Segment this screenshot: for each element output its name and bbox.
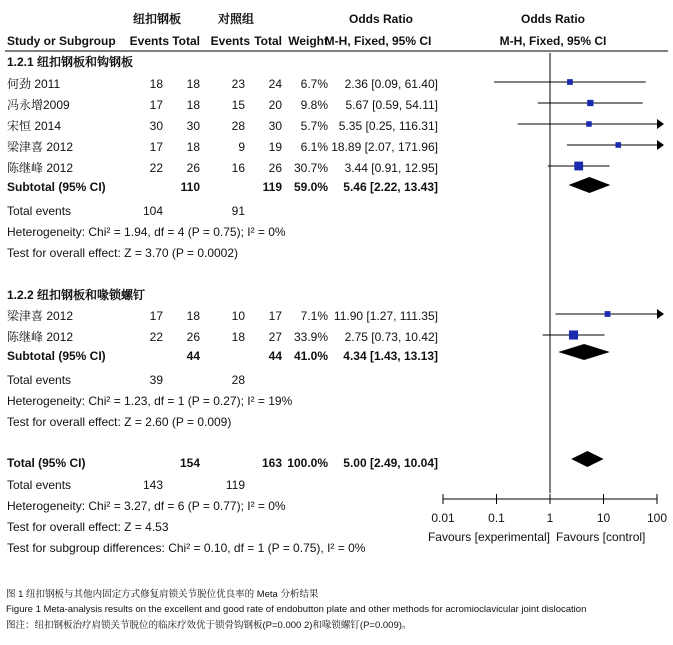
total-events-exp: 104 — [142, 204, 163, 218]
subtotal-weight: 41.0% — [293, 349, 328, 363]
total-events-ctl: 28 — [231, 373, 245, 387]
events-ctl: 10 — [231, 309, 245, 323]
x-tick-label: 10 — [596, 511, 611, 525]
x-tick-label: 0.1 — [488, 511, 505, 525]
total-ctl: 20 — [268, 98, 282, 112]
overall-effect: Test for overall effect: Z = 3.70 (P = 0.0002) — [7, 246, 239, 260]
events-ctl: 23 — [231, 77, 245, 91]
group2-header: 对照组 — [217, 12, 255, 26]
study-weight: 6.7% — [300, 77, 328, 91]
events-exp: 17 — [149, 98, 163, 112]
group1-header: 纽扣钢板 — [132, 12, 182, 26]
total-ctl: 26 — [268, 161, 282, 175]
col-events1: Events — [129, 34, 169, 48]
subtotal-diamond — [569, 177, 611, 193]
study-name: 梁津喜 2012 — [7, 309, 74, 323]
study-weight: 9.8% — [300, 98, 328, 112]
col-study: Study or Subgroup — [7, 34, 116, 48]
favours-right: Favours [control] — [556, 530, 646, 544]
events-ctl: 9 — [238, 140, 245, 154]
total-exp: 18 — [186, 140, 200, 154]
overall-effect: Test for overall effect: Z = 4.53 — [7, 520, 169, 534]
total-ctl: 30 — [268, 119, 282, 133]
total-events-label: Total events — [7, 373, 72, 387]
caption-en: Figure 1 Meta-analysis results on the excellent and good rate of endobutton plate and other methods for acromioclavicular joint dislocation — [6, 604, 587, 615]
total-ctl: 17 — [268, 309, 282, 323]
total-events-label: Total events — [7, 478, 72, 492]
total-diamond — [571, 451, 603, 467]
heterogeneity: Heterogeneity: Chi² = 3.27, df = 6 (P = 0.77); I² = 0% — [7, 499, 286, 513]
study-weight: 7.1% — [300, 309, 328, 323]
total-events-exp: 143 — [142, 478, 163, 492]
total-ctl: 24 — [268, 77, 282, 91]
ci-arrow — [657, 309, 664, 319]
point-estimate — [574, 162, 583, 171]
subtotal-label: Subtotal (95% CI) — [7, 349, 106, 363]
study-weight: 30.7% — [293, 161, 328, 175]
subtotal-label: Subtotal (95% CI) — [7, 180, 106, 194]
subtotal-diamond — [558, 344, 610, 360]
overall-effect: Test for overall effect: Z = 2.60 (P = 0.009) — [7, 415, 232, 429]
or-header-right: Odds Ratio — [520, 12, 586, 26]
point-estimate — [569, 330, 578, 339]
total-events-ctl: 119 — [225, 478, 245, 492]
events-exp: 22 — [149, 330, 163, 344]
study-name: 冯永增2009 — [7, 98, 70, 112]
study-name: 宋恒 2014 — [7, 119, 62, 133]
total-n1: 154 — [179, 456, 200, 470]
caption-cn: 图 1 纽扣钢板与其他内固定方式修复肩锁关节脱位优良率的 Meta 分析结果 — [6, 589, 319, 600]
events-exp: 18 — [149, 77, 163, 91]
events-ctl: 28 — [231, 119, 245, 133]
study-ci: 2.75 [0.73, 10.42] — [344, 330, 438, 344]
study-name: 陈继峰 2012 — [7, 330, 74, 344]
study-weight: 33.9% — [293, 330, 328, 344]
subgroup-title: 1.2.2 纽扣钢板和喙锁螺钉 — [7, 288, 146, 302]
study-ci: 5.35 [0.25, 116.31] — [338, 119, 438, 133]
total-n2: 163 — [261, 456, 282, 470]
caption-note: 图注：纽扣钢板治疗肩锁关节脱位的临床疗效优于锁骨钩钢板(P=0.000 2)和喙锁螺钉(P=0.009)。 — [6, 620, 412, 631]
ci-arrow — [657, 119, 664, 129]
col-total1: Total — [172, 34, 200, 48]
or-header-left: Odds Ratio — [348, 12, 414, 26]
total-exp: 18 — [186, 309, 200, 323]
study-weight: 5.7% — [300, 119, 328, 133]
point-estimate — [605, 311, 611, 317]
ci-arrow — [657, 140, 664, 150]
heterogeneity: Heterogeneity: Chi² = 1.23, df = 1 (P = 0.27); I² = 19% — [7, 394, 293, 408]
total-exp: 26 — [186, 161, 200, 175]
total-ctl: 27 — [268, 330, 282, 344]
events-exp: 17 — [149, 140, 163, 154]
total-exp: 18 — [186, 98, 200, 112]
total-exp: 26 — [186, 330, 200, 344]
point-estimate — [587, 100, 593, 106]
study-weight: 6.1% — [300, 140, 328, 154]
x-tick-label: 1 — [546, 511, 554, 525]
heterogeneity: Heterogeneity: Chi² = 1.94, df = 4 (P = 0.75); I² = 0% — [7, 225, 286, 239]
subgroup-differences: Test for subgroup differences: Chi² = 0.10, df = 1 (P = 0.75), I² = 0% — [7, 541, 366, 555]
events-ctl: 18 — [231, 330, 245, 344]
events-ctl: 15 — [231, 98, 245, 112]
total-ci: 5.00 [2.49, 10.04] — [343, 456, 438, 470]
subtotal-weight: 59.0% — [293, 180, 328, 194]
study-name: 陈继峰 2012 — [7, 161, 74, 175]
events-exp: 22 — [149, 161, 163, 175]
subtotal-n1: 44 — [186, 349, 200, 363]
col-ci-left: M-H, Fixed, 95% CI — [324, 34, 432, 48]
x-tick-label: 100 — [646, 511, 668, 525]
subtotal-n2: 119 — [262, 180, 282, 194]
study-name: 何劲 2011 — [7, 77, 61, 91]
subtotal-n2: 44 — [268, 349, 282, 363]
col-weight: Weight — [288, 34, 328, 48]
subgroup-title: 1.2.1 纽扣钢板和钩钢板 — [7, 55, 134, 69]
col-total2: Total — [254, 34, 282, 48]
x-tick-label: 0.01 — [431, 511, 455, 525]
col-ci-right: M-H, Fixed, 95% CI — [499, 34, 607, 48]
study-ci: 11.90 [1.27, 111.35] — [333, 309, 438, 323]
point-estimate — [586, 121, 592, 127]
study-ci: 18.89 [2.07, 171.96] — [331, 140, 438, 154]
study-ci: 3.44 [0.91, 12.95] — [344, 161, 438, 175]
subtotal-ci: 4.34 [1.43, 13.13] — [343, 349, 438, 363]
study-name: 梁津喜 2012 — [7, 140, 74, 154]
total-exp: 30 — [186, 119, 200, 133]
total-events-label: Total events — [7, 204, 72, 218]
subtotal-n1: 110 — [180, 180, 200, 194]
events-exp: 17 — [149, 309, 163, 323]
study-ci: 5.67 [0.59, 54.11] — [345, 98, 438, 112]
total-exp: 18 — [186, 77, 200, 91]
favours-left: Favours [experimental] — [427, 530, 550, 544]
subtotal-ci: 5.46 [2.22, 13.43] — [343, 180, 438, 194]
total-label: Total (95% CI) — [7, 456, 86, 470]
point-estimate — [615, 142, 621, 148]
events-ctl: 16 — [231, 161, 245, 175]
point-estimate — [567, 79, 573, 85]
events-exp: 30 — [149, 119, 163, 133]
study-ci: 2.36 [0.09, 61.40] — [344, 77, 438, 91]
col-events2: Events — [210, 34, 250, 48]
total-weight: 100.0% — [287, 456, 328, 470]
total-events-ctl: 91 — [231, 204, 245, 218]
total-ctl: 19 — [268, 140, 282, 154]
total-events-exp: 39 — [149, 373, 163, 387]
